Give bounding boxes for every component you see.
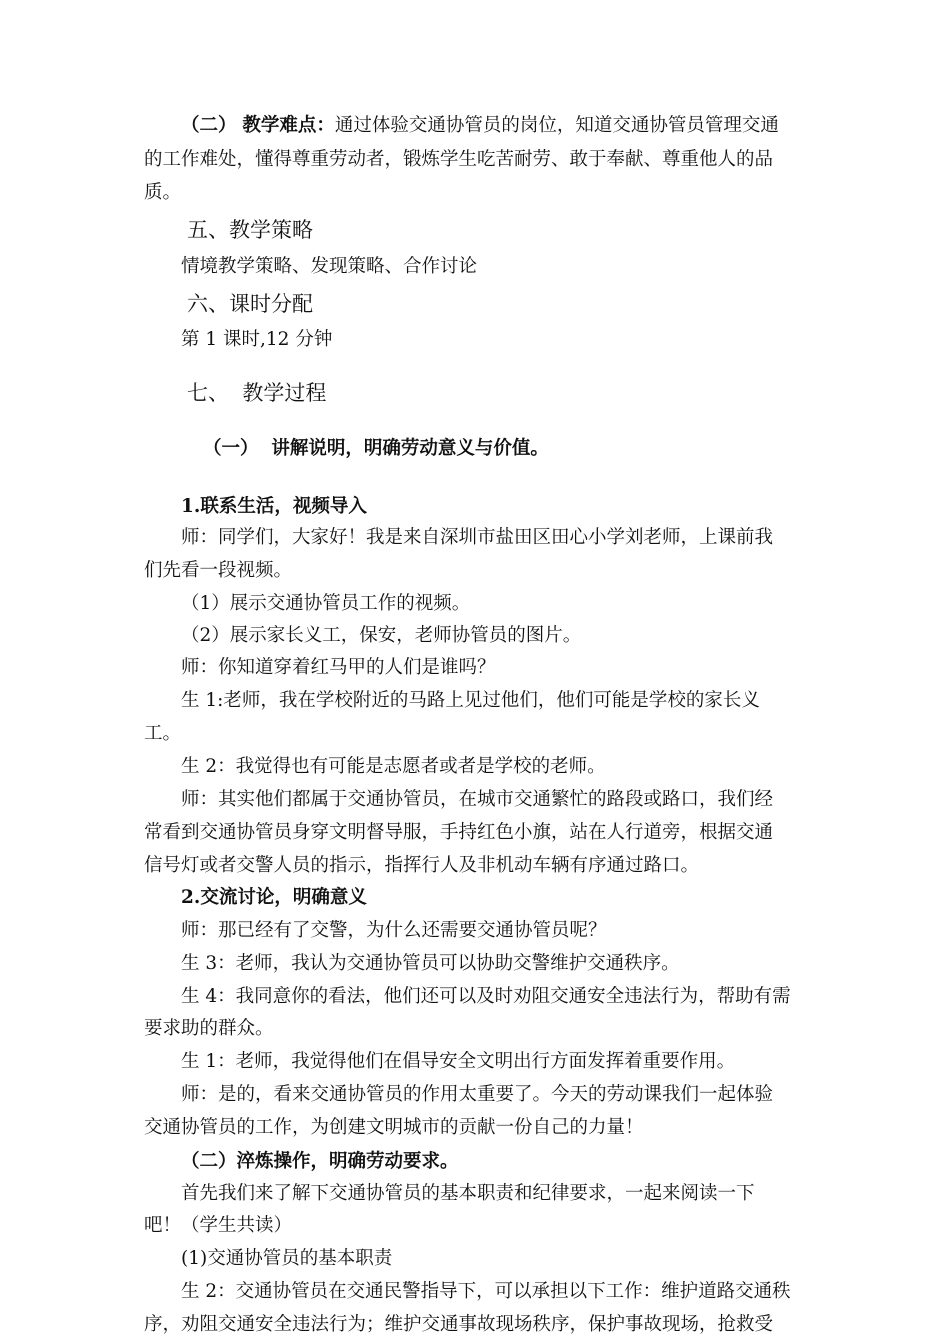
step2-teacher-line-2: 交通协管员的工作，为创建文明城市的贡献一份自己的力量！ (144, 1117, 644, 1138)
step2-answer-3: 生 3：老师，我认为交通协管员可以协助交警维护交通秩序。 (181, 953, 680, 974)
part2-answer-line-1: 生 2：交通协管员在交通民警指导下，可以承担以下工作：维护道路交通秩 (181, 1281, 791, 1302)
difficulty-line-2: 的工作难处，懂得尊重劳动者，锻炼学生吃苦耐劳、敢于奉献、尊重他人的品 (144, 149, 774, 170)
step2-answer-4-line-2: 要求助的群众。 (144, 1018, 274, 1039)
part2-answer-line-2: 序，劝阻交通安全违法行为；维护交通事故现场秩序，保护事故现场，抢救受 (144, 1314, 774, 1335)
step1-teacher-2-line-2: 常看到交通协管员身穿文明督导服，手持红色小旗，站在人行道旁，根据交通 (144, 822, 774, 843)
step1-answer-2: 生 2：我觉得也有可能是志愿者或者是学校的老师。 (181, 756, 606, 777)
step2-answer-4-line-1: 生 4：我同意你的看法，他们还可以及时劝阻交通安全违法行为，帮助有需 (181, 986, 791, 1007)
step1-teacher-line-1: 师：同学们，大家好！我是来自深圳市盐田区田心小学刘老师，上课前我 (181, 527, 774, 548)
part2-item-1: (1)交通协管员的基本职责 (181, 1248, 393, 1269)
part2-intro-line-2: 吧！（学生共读） (144, 1215, 293, 1236)
step1-teacher-2-line-1: 师：其实他们都属于交通协管员，在城市交通繁忙的路段或路口，我们经 (181, 789, 774, 810)
step1-answer-1-line-1: 生 1:老师，我在学校附近的马路上见过他们，他们可能是学校的家长义 (181, 690, 760, 711)
section6-heading: 六、课时分配 (187, 292, 313, 316)
step1-item-2: （2）展示家长义工，保安，老师协管员的图片。 (181, 625, 582, 646)
step2-question: 师：那已经有了交警，为什么还需要交通协管员呢？ (181, 920, 607, 941)
part1-heading: （一） 讲解说明，明确劳动意义与价值。 (203, 438, 549, 459)
step1-teacher-line-2: 们先看一段视频。 (144, 560, 293, 581)
step2-teacher-line-1: 师：是的，看来交通协管员的作用太重要了。今天的劳动课我们一起体验 (181, 1084, 774, 1105)
difficulty-line-1: 通过体验交通协管员的岗位，知道交通协管员管理交通 (334, 115, 779, 136)
difficulty-paragraph (181, 114, 779, 138)
step2-heading: 2.交流讨论，明确意义 (181, 887, 367, 908)
section7-heading: 七、 教学过程 (187, 381, 327, 405)
part2-intro-line-1: 首先我们来了解下交通协管员的基本职责和纪律要求，一起来阅读一下 (181, 1183, 755, 1204)
difficulty-label: 教学难点： (242, 115, 335, 136)
step1-heading: 1.联系生活，视频导入 (181, 496, 367, 517)
step1-question: 师：你知道穿着红马甲的人们是谁吗？ (181, 657, 496, 678)
step2-answer-5: 生 1：老师，我觉得他们在倡导安全文明出行方面发挥着重要作用。 (181, 1051, 736, 1072)
part2-heading: （二）淬炼操作，明确劳动要求。 (181, 1151, 459, 1172)
step1-teacher-2-line-3: 信号灯或者交警人员的指示，指挥行人及非机动车辆有序通过路口。 (144, 855, 700, 876)
section5-heading: 五、教学策略 (187, 218, 313, 242)
step1-item-1: （1）展示交通协管员工作的视频。 (181, 593, 471, 614)
difficulty-line-3: 质。 (144, 182, 182, 203)
step1-answer-1-line-2: 工。 (144, 723, 182, 744)
section6-body: 第 1 课时,12 分钟 (181, 329, 333, 350)
section5-body: 情境教学策略、发现策略、合作讨论 (181, 256, 478, 277)
difficulty-marker: （二） (181, 115, 237, 136)
